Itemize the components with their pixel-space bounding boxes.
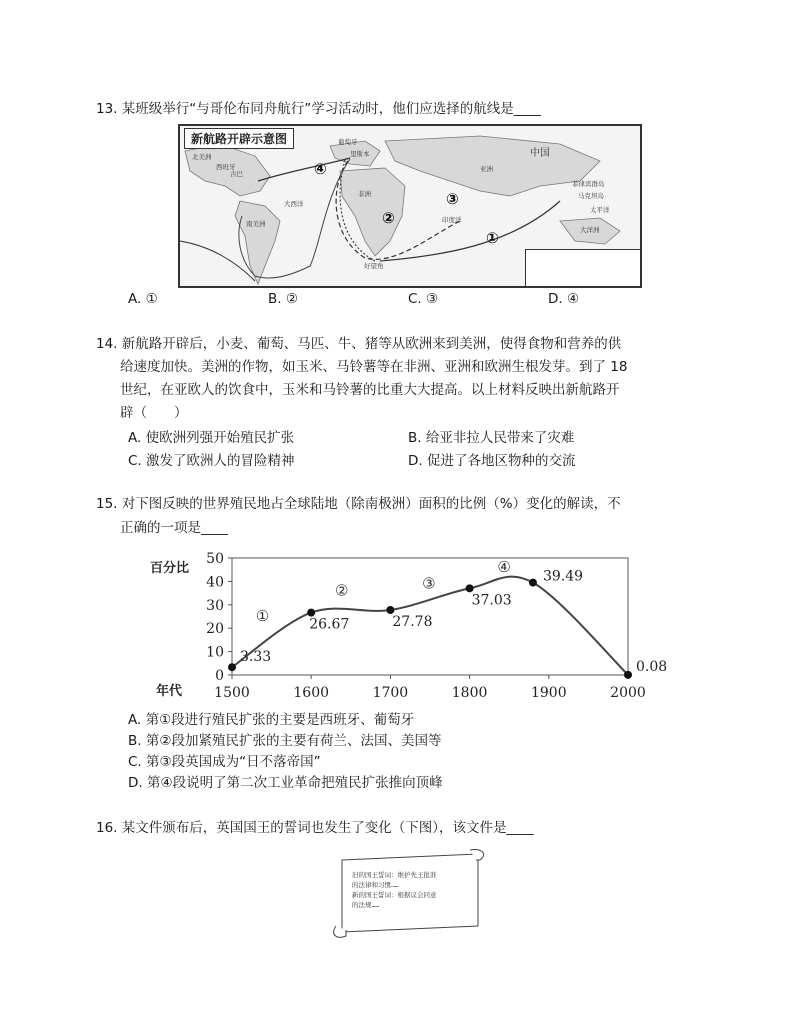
q13-option-b[interactable]: B. ② bbox=[268, 291, 298, 307]
map-label: 好望角 bbox=[364, 262, 384, 270]
q14-option-c[interactable]: C. 激发了欧洲人的冒险精神 bbox=[128, 453, 295, 469]
route-marker-2: ② bbox=[382, 209, 395, 227]
q14-stem-line-4: 辟（ ） bbox=[120, 405, 188, 421]
map-title: 新航路开辟示意图 bbox=[184, 128, 294, 149]
colony-area-line-chart bbox=[150, 548, 668, 708]
q15-stem-line-1: 15. 对下图反映的世界殖民地占全球陆地（除南极洲）面积的比例（%）变化的解读，不 bbox=[96, 496, 621, 512]
x-tick-label: 2000 bbox=[610, 685, 646, 701]
map-label: 印度洋 bbox=[442, 216, 462, 224]
x-tick-label: 1700 bbox=[372, 685, 409, 701]
x-axis-label: 年代 bbox=[156, 684, 183, 699]
data-label: 27.78 bbox=[392, 613, 433, 630]
scroll-line-2: 的法律和习惯…… bbox=[352, 881, 399, 889]
q13-option-d[interactable]: D. ④ bbox=[548, 291, 580, 307]
data-point bbox=[529, 579, 537, 587]
map-label: 南美洲 bbox=[246, 220, 266, 228]
map-label: 大西洋 bbox=[284, 200, 304, 208]
scroll-line-4: 的法规…… bbox=[352, 901, 380, 909]
q15-option-d[interactable]: D. 第④段说明了第二次工业革命把殖民扩张推向顶峰 bbox=[128, 775, 443, 791]
map-label: 里斯本 bbox=[350, 150, 370, 158]
data-label: 37.03 bbox=[471, 592, 512, 609]
scroll-line-3: 新的国王誓词：根据议会同意 bbox=[352, 891, 437, 899]
map-label: 太平洋 bbox=[590, 206, 610, 214]
map-label: 马克坦岛 bbox=[578, 192, 604, 200]
segment-marker: ③ bbox=[422, 574, 436, 593]
data-label: 39.49 bbox=[542, 568, 584, 585]
y-tick-label: 50 bbox=[206, 551, 224, 567]
x-tick-label: 1900 bbox=[530, 685, 567, 701]
y-tick-label: 10 bbox=[206, 644, 224, 661]
route-marker-3: ③ bbox=[446, 190, 459, 208]
q16-stem: 16. 某文件颁布后，英国国王的誓词也发生了变化（下图），该文件是____ bbox=[96, 820, 534, 836]
q13-option-a[interactable]: A. ① bbox=[128, 291, 158, 307]
data-label: 26.67 bbox=[309, 616, 350, 633]
q15-option-b[interactable]: B. 第②段加紧殖民扩张的主要有荷兰、法国、美国等 bbox=[128, 733, 442, 749]
segment-marker: ④ bbox=[497, 558, 511, 577]
map-label: 大洋洲 bbox=[580, 226, 600, 234]
q15-option-c[interactable]: C. 第③段英国成为“日不落帝国” bbox=[128, 754, 321, 770]
route-marker-1: ① bbox=[486, 229, 499, 247]
data-point bbox=[466, 584, 474, 592]
q14-stem-line-1: 14. 新航路开辟后，小麦、葡萄、马匹、牛、猪等从欧洲来到美洲，使得食物和营养的供 bbox=[96, 336, 622, 352]
y-tick-label: 30 bbox=[206, 597, 224, 614]
q14-stem-line-2: 给速度加快。美洲的作物，如玉米、马铃薯等在非洲、亚洲和欧洲生根发芽。到了 18 bbox=[120, 359, 628, 375]
q14-option-d[interactable]: D. 促进了各地区物种的交流 bbox=[408, 453, 576, 469]
y-axis-label: 百分比 bbox=[150, 561, 190, 576]
q14-stem-line-3: 世纪，在亚欧人的饮食中，玉米和马铃薯的比重大大提高。以上材料反映出新航路开 bbox=[120, 382, 620, 398]
q13-stem: 13. 某班级举行“与哥伦布同舟航行”学习活动时，他们应选择的航线是____ bbox=[96, 101, 541, 117]
data-point bbox=[307, 609, 315, 617]
q14-option-a[interactable]: A. 使欧洲列强开始殖民扩张 bbox=[128, 430, 295, 446]
king-oath-scroll bbox=[330, 846, 490, 940]
y-tick-label: 0 bbox=[215, 668, 224, 684]
x-tick-label: 1600 bbox=[293, 685, 330, 701]
q13-option-c[interactable]: C. ③ bbox=[408, 291, 439, 307]
data-point bbox=[386, 606, 394, 614]
data-label: 3.33 bbox=[240, 649, 272, 666]
x-tick-label: 1500 bbox=[214, 685, 250, 701]
map-label: 葡萄牙 bbox=[338, 138, 358, 146]
map-label: 亚洲 bbox=[480, 165, 493, 173]
data-label: 0.08 bbox=[636, 658, 668, 675]
y-tick-label: 40 bbox=[206, 574, 224, 591]
x-tick-label: 1800 bbox=[451, 685, 488, 701]
q15-stem-line-2: 正确的一项是____ bbox=[120, 520, 228, 536]
map-label: 西班牙 bbox=[216, 163, 236, 171]
y-tick-label: 20 bbox=[206, 621, 224, 638]
segment-marker: ① bbox=[255, 607, 270, 626]
q15-option-a[interactable]: A. 第①段进行殖民扩张的主要是西班牙、葡萄牙 bbox=[128, 712, 415, 728]
map-label: 古巴 bbox=[230, 170, 243, 178]
route-marker-4: ④ bbox=[314, 160, 327, 178]
q14-option-b[interactable]: B. 给亚非拉人民带来了灾难 bbox=[408, 430, 575, 446]
new-routes-map bbox=[178, 124, 642, 288]
map-label: 中国 bbox=[530, 148, 550, 159]
scroll-line-1: 旧的国王誓词：维护先王批准 bbox=[352, 871, 437, 879]
map-label: 北美洲 bbox=[192, 153, 212, 161]
data-point bbox=[624, 671, 632, 679]
data-point bbox=[228, 663, 236, 671]
segment-marker: ② bbox=[334, 581, 349, 600]
map-label: 非洲 bbox=[358, 190, 371, 198]
map-blank-box bbox=[525, 249, 640, 286]
map-label: 菲律宾群岛 bbox=[572, 180, 605, 188]
